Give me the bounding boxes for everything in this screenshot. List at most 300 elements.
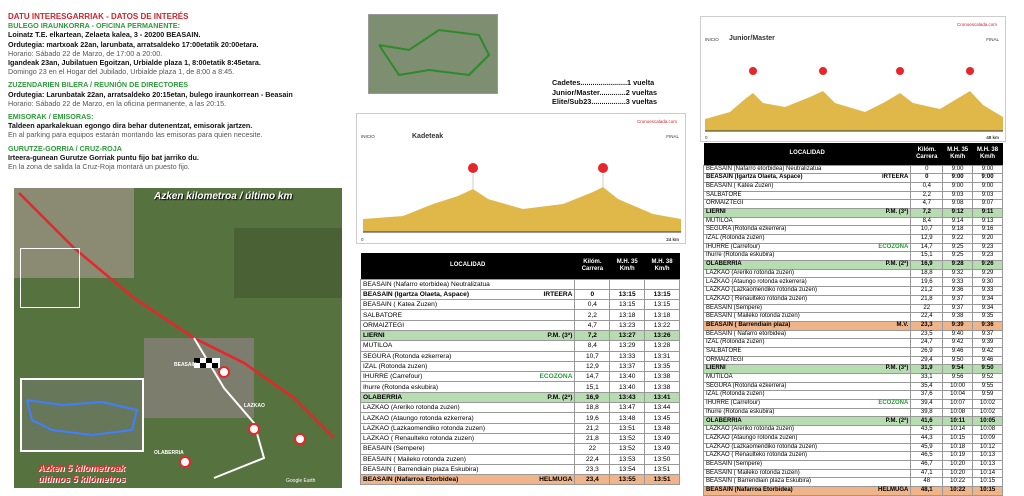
km-marker-icon xyxy=(248,423,260,435)
cell-note xyxy=(853,287,911,296)
cell-time38: 13:41 xyxy=(645,392,680,402)
table-row xyxy=(704,191,1003,200)
col-km: Kilóm. Carrera xyxy=(575,253,610,279)
profile-km-end: 48 km xyxy=(986,135,999,140)
cell-time38: 13:51 xyxy=(645,475,680,485)
cell-time38: 10:09 xyxy=(973,434,1003,443)
cell-time38: 10:02 xyxy=(973,408,1003,417)
cell-time35: 10:08 xyxy=(943,408,973,417)
table-row xyxy=(704,356,1003,365)
cell-km: 45,9 xyxy=(911,443,943,452)
cell-km xyxy=(575,279,610,289)
cell-note xyxy=(853,330,911,339)
cell-time38: 10:15 xyxy=(973,486,1003,495)
table-row xyxy=(704,295,1003,304)
cell-location: LAZKAO (Lazkaomendiko rotonda zuzen) xyxy=(704,287,854,296)
table-row xyxy=(704,217,1003,226)
cell-time35: 10:22 xyxy=(943,478,973,487)
cell-location: BEASAIN (Nafarro etorbidea) Neutralizatua xyxy=(704,165,854,174)
cell-time38: 10:02 xyxy=(973,400,1003,409)
cell-time35: 9:25 xyxy=(943,243,973,252)
cell-time35: 13:53 xyxy=(610,454,645,464)
cell-km: 22,4 xyxy=(575,454,610,464)
profile-junior-master xyxy=(700,16,1006,142)
cell-time38: 9:00 xyxy=(973,165,1003,174)
cell-time38: 10:13 xyxy=(973,452,1003,461)
cell-location: IHURRE (Carrefour) xyxy=(361,372,521,382)
cell-time35: 13:27 xyxy=(610,330,645,340)
cell-time38: 9:13 xyxy=(973,217,1003,226)
cell-km: 22,4 xyxy=(911,313,943,322)
cell-time38: 13:28 xyxy=(645,341,680,351)
cell-note xyxy=(520,279,575,289)
km-marker-icon xyxy=(218,366,230,378)
cell-location: IZAL (Rotonda zuzen) xyxy=(704,391,854,400)
cell-location: OLABERRIA xyxy=(704,261,854,270)
cell-location: LAZKAO (Areriko rotonda zuzen) xyxy=(361,403,521,413)
cell-note xyxy=(520,433,575,443)
table-row xyxy=(704,313,1003,322)
cell-location: Ihurre (Rotonda eskubira) xyxy=(704,252,854,261)
cell-location: Ihurre (Rotonda eskubira) xyxy=(361,382,521,392)
cell-time38: 13:35 xyxy=(645,361,680,371)
cell-time38: 9:34 xyxy=(973,295,1003,304)
table-row xyxy=(704,452,1003,461)
cell-location: LAZKAO (Ataungo rotonda ezkerrera) xyxy=(361,413,521,423)
cell-km: 29,4 xyxy=(911,356,943,365)
cell-location: SEGURA (Rotonda ezkerrera) xyxy=(704,226,854,235)
cell-km: 21,2 xyxy=(911,287,943,296)
cell-location: BEASAIN (Sempere) xyxy=(704,304,854,313)
cell-km: 43,5 xyxy=(911,426,943,435)
cell-km: 7,2 xyxy=(575,330,610,340)
table-row xyxy=(361,403,680,413)
office-heading: BULEGO IRAUNKORRA - OFICINA PERMANENTE: xyxy=(8,21,180,31)
cell-note xyxy=(853,165,911,174)
cell-note xyxy=(853,226,911,235)
office-line: Igandeak 23an, Jubilatuen Egoitzan, Urbialde plaza 1, 8:00etatik 8:45etara. xyxy=(8,58,261,68)
cell-location: LIERNI xyxy=(704,208,854,217)
cell-time38: 13:44 xyxy=(645,403,680,413)
cell-location: BEASAIN ( Maileko rotonda zuzen) xyxy=(704,469,854,478)
cell-location: SEGURA (Rotonda ezkerrera) xyxy=(361,351,521,361)
table-row xyxy=(704,374,1003,383)
cell-time38: 13:38 xyxy=(645,372,680,382)
cell-time35: 9:08 xyxy=(943,200,973,209)
cell-km: 0 xyxy=(911,165,943,174)
table-row xyxy=(361,351,680,361)
cell-location: LAZKAO (Lazkaomendiko rotonda zuzen) xyxy=(704,443,854,452)
cell-time38: 9:00 xyxy=(973,174,1003,183)
map-bottom-label-eu: Azken 5 kilometroak xyxy=(38,463,126,473)
cell-time38: 13:48 xyxy=(645,423,680,433)
cell-note xyxy=(520,320,575,330)
cell-km: 12,9 xyxy=(575,361,610,371)
cell-km: 46,5 xyxy=(911,452,943,461)
table-row xyxy=(361,279,680,289)
cell-note xyxy=(853,382,911,391)
cell-time35: 9:37 xyxy=(943,304,973,313)
cell-location: BEASAIN ( Maileko rotonda zuzen) xyxy=(361,454,521,464)
cell-location: LAZKAO (Lazkaomendiko rotonda zuzen) xyxy=(361,423,521,433)
cell-time35: 9:25 xyxy=(943,252,973,261)
cell-time35: 9:12 xyxy=(943,208,973,217)
cell-note xyxy=(853,426,911,435)
table-row xyxy=(361,423,680,433)
cell-note xyxy=(853,182,911,191)
place-label-lazkao: LAZKAO xyxy=(244,403,265,409)
cell-km: 48,1 xyxy=(911,486,943,495)
cell-time35: 13:40 xyxy=(610,372,645,382)
cell-note xyxy=(520,423,575,433)
radio-line: Taldeen aparkalekuan egongo dira behar dutenentzat, emisorak jartzen. xyxy=(8,121,253,131)
cell-time35: 10:14 xyxy=(943,426,973,435)
cell-note: P.M. (2ª) xyxy=(853,261,911,270)
cell-km: 22 xyxy=(911,304,943,313)
cell-time35: 9:33 xyxy=(943,278,973,287)
cell-time35: 9:46 xyxy=(943,347,973,356)
table-row xyxy=(361,320,680,330)
table-row xyxy=(704,460,1003,469)
cell-location: LIERNI xyxy=(361,330,521,340)
cell-time35: 13:55 xyxy=(610,475,645,485)
laps-info xyxy=(552,78,657,107)
meeting-line: Horario: Sábado 22 de Marzo, en la oficina permanente, a las 20:15. xyxy=(8,98,227,108)
cell-location: BEASAIN ( Barrendiain plaza Eskubira) xyxy=(361,464,521,474)
cell-note xyxy=(853,339,911,348)
table-row xyxy=(704,330,1003,339)
cell-note: HELMUGA xyxy=(520,475,575,485)
cell-note: ECOZONA xyxy=(853,400,911,409)
cell-time38: 9:00 xyxy=(973,182,1003,191)
profile-chart xyxy=(705,57,1003,133)
cell-km: 24,7 xyxy=(911,339,943,348)
cell-note xyxy=(520,413,575,423)
table-row xyxy=(704,278,1003,287)
cell-time35: 9:39 xyxy=(943,321,973,330)
cell-note xyxy=(853,443,911,452)
cell-time38: 13:45 xyxy=(645,413,680,423)
cell-location: BEASAIN (Nafarro etorbidea) Neutralizatua xyxy=(361,279,521,289)
table-row xyxy=(704,235,1003,244)
cell-time35: 13:15 xyxy=(610,289,645,299)
profile-title: Kadeteak xyxy=(412,133,444,140)
cell-time35: 9:28 xyxy=(943,261,973,270)
cell-time38: 10:05 xyxy=(973,417,1003,426)
cell-km: 12,9 xyxy=(911,235,943,244)
cell-note xyxy=(853,469,911,478)
cell-note: P.M. (3ª) xyxy=(853,208,911,217)
laps-cadetes: Cadetes.......................1 vuelta xyxy=(552,78,655,87)
redcross-heading: GURUTZE-GORRIA / CRUZ-ROJA xyxy=(8,143,122,153)
cell-time35: 10:20 xyxy=(943,460,973,469)
cell-time38: 13:38 xyxy=(645,382,680,392)
cell-location: OLABERRIA xyxy=(704,417,854,426)
cell-location: IZAL (Rotonda zuzen) xyxy=(361,361,521,371)
cell-note xyxy=(520,454,575,464)
table-row xyxy=(704,287,1003,296)
cell-time38: 9:52 xyxy=(973,374,1003,383)
table-row xyxy=(361,444,680,454)
cell-time35: 10:18 xyxy=(943,443,973,452)
profile-brand: Cronoescalada.com xyxy=(956,22,997,27)
cell-time35: 9:50 xyxy=(943,356,973,365)
cell-time35: 13:48 xyxy=(610,413,645,423)
cell-note xyxy=(853,217,911,226)
cell-time38: 9:26 xyxy=(973,261,1003,270)
cell-location: IHURRE (Carrefour) xyxy=(704,400,854,409)
table-row xyxy=(704,208,1003,217)
profile-start-label: INICIO xyxy=(705,37,719,42)
cell-time35: 9:00 xyxy=(943,174,973,183)
col-km: Kilóm. Carrera xyxy=(911,143,943,165)
office-line: Horario: Sábado 22 de Marzo, de 17:00 a 20:00. xyxy=(8,48,163,58)
inset-map-image xyxy=(22,380,142,450)
meeting-line: Ordutegia: Larunbatak 22an, arratsaldeko 20:15etan, bulego iraunkorrean - Beasain xyxy=(8,89,293,99)
cell-km: 0,4 xyxy=(911,182,943,191)
cell-location: LAZKAO (Ataungo rotonda ezkerrera) xyxy=(704,278,854,287)
profile-title: Junior/Master xyxy=(729,35,775,42)
cell-note xyxy=(853,191,911,200)
table-row xyxy=(704,165,1003,174)
cell-km: 4,7 xyxy=(911,200,943,209)
map-credit: Google Earth xyxy=(286,478,316,484)
cell-time35: 13:52 xyxy=(610,444,645,454)
cell-note xyxy=(853,478,911,487)
cell-note: HELMUGA xyxy=(853,486,911,495)
table-row xyxy=(704,226,1003,235)
cell-km: 23,3 xyxy=(911,321,943,330)
cell-location: SALBATORE xyxy=(361,310,521,320)
col-mh35: M.H. 35 Km/h xyxy=(610,253,645,279)
cell-location: ORMAIZTEGI xyxy=(704,200,854,209)
cell-km: 0 xyxy=(911,174,943,183)
cell-note: P.M. (3ª) xyxy=(853,365,911,374)
cell-time38: 9:59 xyxy=(973,391,1003,400)
cell-time38: 9:46 xyxy=(973,356,1003,365)
cell-time35: 13:29 xyxy=(610,341,645,351)
cell-time35: 9:32 xyxy=(943,269,973,278)
cell-time38: 9:39 xyxy=(973,339,1003,348)
cell-km: 41,6 xyxy=(911,417,943,426)
cell-time35: 9:03 xyxy=(943,191,973,200)
cell-time38: 9:23 xyxy=(973,252,1003,261)
table-row xyxy=(361,464,680,474)
cell-note xyxy=(520,341,575,351)
cell-time38: 13:26 xyxy=(645,330,680,340)
place-label-olaberria: OLABERRIA xyxy=(154,450,184,456)
cell-location: MUTILOA xyxy=(704,374,854,383)
cell-km: 16,9 xyxy=(575,392,610,402)
cell-note: IRTEERA xyxy=(520,289,575,299)
cell-location: OLABERRIA xyxy=(361,392,521,402)
cell-time35: 13:33 xyxy=(610,351,645,361)
cell-note xyxy=(853,278,911,287)
map-bottom-label-es: últimos 5 kilómetros xyxy=(38,474,126,484)
table-row xyxy=(361,341,680,351)
route-overview-image xyxy=(369,15,497,93)
table-row xyxy=(704,486,1003,495)
cell-location: BEASAIN ( Nafarro etorbidea) xyxy=(704,330,854,339)
map-title: Azken kilometroa / último km xyxy=(154,191,293,202)
redcross-line: Irteera-gunean Gurutze Gorriak puntu fijo bat jarriko du. xyxy=(8,152,199,162)
table-row xyxy=(704,382,1003,391)
schedule-table xyxy=(703,143,1003,496)
cell-note xyxy=(520,444,575,454)
cell-location: IZAL (Rotonda zuzen) xyxy=(704,339,854,348)
table-row xyxy=(361,475,680,485)
cell-km: 2,2 xyxy=(575,310,610,320)
cell-note xyxy=(853,347,911,356)
cell-km: 8,4 xyxy=(575,341,610,351)
cell-note xyxy=(853,269,911,278)
table-row xyxy=(704,174,1003,183)
table-row xyxy=(704,321,1003,330)
cell-time38: 9:16 xyxy=(973,226,1003,235)
cell-note xyxy=(853,200,911,209)
cell-location: BEASAIN ( Barrendiain plaza Eskubira) xyxy=(704,478,854,487)
cell-time35: 13:51 xyxy=(610,423,645,433)
meeting-heading: ZUZENDARIEN BILERA / REUNIÓN DE DIRECTORES xyxy=(8,80,189,90)
route-overview-map xyxy=(368,14,498,94)
cell-time35: 10:19 xyxy=(943,452,973,461)
cell-time38: 13:51 xyxy=(645,464,680,474)
cell-note xyxy=(520,300,575,310)
table-row xyxy=(361,433,680,443)
cell-location: LAZKAO (Areriko rotonda zuzen) xyxy=(704,269,854,278)
cell-km: 35,4 xyxy=(911,382,943,391)
cell-note: P.M. (2ª) xyxy=(520,392,575,402)
cell-note xyxy=(853,304,911,313)
col-localidad: LOCALIDAD xyxy=(361,253,575,279)
cell-time35: 13:40 xyxy=(610,382,645,392)
table-row xyxy=(704,391,1003,400)
cell-km: 10,7 xyxy=(911,226,943,235)
cell-km: 44,3 xyxy=(911,434,943,443)
cell-km: 10,7 xyxy=(575,351,610,361)
cell-time35: 10:22 xyxy=(943,486,973,495)
km-marker-icon xyxy=(179,456,191,468)
cell-time38: 13:22 xyxy=(645,320,680,330)
schedule-table xyxy=(360,253,680,485)
cell-location: BEASAIN (Igartza Olaeta, Aspace) xyxy=(361,289,521,299)
cell-km: 14,7 xyxy=(911,243,943,252)
cell-time38: 13:15 xyxy=(645,289,680,299)
cell-location: BEASAIN (Igartza Olaeta, Aspace) xyxy=(704,174,854,183)
table-row xyxy=(361,413,680,423)
cell-time35: 13:18 xyxy=(610,310,645,320)
cell-km: 37,6 xyxy=(911,391,943,400)
cell-time38: 9:23 xyxy=(973,243,1003,252)
cell-time35: 13:23 xyxy=(610,320,645,330)
table-row xyxy=(361,372,680,382)
cell-time35: 9:37 xyxy=(943,295,973,304)
place-label-beasain: BEASAIN xyxy=(174,362,197,368)
cell-time38: 9:07 xyxy=(973,200,1003,209)
cell-time35: 9:40 xyxy=(943,330,973,339)
cell-km: 0 xyxy=(575,289,610,299)
cell-location: BEASAIN (Nafarroa Etorbidea) xyxy=(361,475,521,485)
cell-location: ORMAIZTEGI xyxy=(361,320,521,330)
cell-note xyxy=(853,391,911,400)
cell-note xyxy=(520,310,575,320)
cell-time35: 13:52 xyxy=(610,433,645,443)
cell-note: IRTEERA xyxy=(853,174,911,183)
profile-finish-label: FINAL xyxy=(986,37,999,42)
table-row xyxy=(704,243,1003,252)
cell-km: 47,1 xyxy=(911,469,943,478)
cell-km: 46,7 xyxy=(911,460,943,469)
cell-time38: 9:20 xyxy=(973,235,1003,244)
cell-km: 21,2 xyxy=(575,423,610,433)
profile-kadeteak xyxy=(356,113,686,244)
cell-km: 0,4 xyxy=(575,300,610,310)
cell-note xyxy=(853,374,911,383)
table-row xyxy=(704,426,1003,435)
cell-time35: 10:07 xyxy=(943,400,973,409)
cell-time38: 9:50 xyxy=(973,365,1003,374)
office-line: Ordutegia: martxoak 22an, larunbata, arratsaldeko 17:00etatik 20:00etara. xyxy=(8,39,259,49)
cell-km: 19,6 xyxy=(575,413,610,423)
table-row xyxy=(704,347,1003,356)
cell-km: 48 xyxy=(911,478,943,487)
table-row xyxy=(704,261,1003,270)
table-row xyxy=(704,469,1003,478)
profile-km-start: 0 xyxy=(361,237,364,242)
info-panel xyxy=(8,12,338,171)
cell-km: 23,3 xyxy=(575,464,610,474)
table-row xyxy=(704,443,1003,452)
cell-location: SALBATORE xyxy=(704,191,854,200)
cell-km: 18,8 xyxy=(911,269,943,278)
profile-brand: Cronoescalada.com xyxy=(636,119,677,124)
table-row xyxy=(361,289,680,299)
cell-time38: 9:03 xyxy=(973,191,1003,200)
cell-time35: 9:18 xyxy=(943,226,973,235)
cell-note xyxy=(520,361,575,371)
cell-km: 15,1 xyxy=(575,382,610,392)
cell-time38: 9:55 xyxy=(973,382,1003,391)
cell-note xyxy=(520,403,575,413)
table-row xyxy=(704,434,1003,443)
table-row xyxy=(704,408,1003,417)
cell-location: Ihurre (Rotonda eskubira) xyxy=(704,408,854,417)
cell-time38: 10:15 xyxy=(973,478,1003,487)
cell-location: IHURRE (Carrefour) xyxy=(704,243,854,252)
cell-time38: 9:42 xyxy=(973,347,1003,356)
cell-km: 21,8 xyxy=(575,433,610,443)
cell-km: 7,2 xyxy=(911,208,943,217)
table-row xyxy=(361,330,680,340)
table-row xyxy=(361,382,680,392)
cell-time38: 13:15 xyxy=(645,300,680,310)
cell-time35: 10:04 xyxy=(943,391,973,400)
table-row xyxy=(704,417,1003,426)
office-line: Domingo 23 en el Hogar del Jubilado, Urbialde plaza 1, de 8:00 a 8:45. xyxy=(8,67,235,77)
cell-note xyxy=(853,313,911,322)
cell-note xyxy=(520,464,575,474)
cell-note: ECOZONA xyxy=(520,372,575,382)
table-row xyxy=(704,200,1003,209)
cell-location: SEGURA (Rotonda ezkerrera) xyxy=(704,382,854,391)
km-marker-icon xyxy=(294,433,306,445)
cell-location: BEASAIN (Sempere) xyxy=(704,460,854,469)
profile-chart xyxy=(363,154,681,234)
cell-location: MUTILOA xyxy=(704,217,854,226)
cell-note: M.V. xyxy=(853,321,911,330)
cell-time35: 9:36 xyxy=(943,287,973,296)
profile-start-label: INICIO xyxy=(361,134,375,139)
